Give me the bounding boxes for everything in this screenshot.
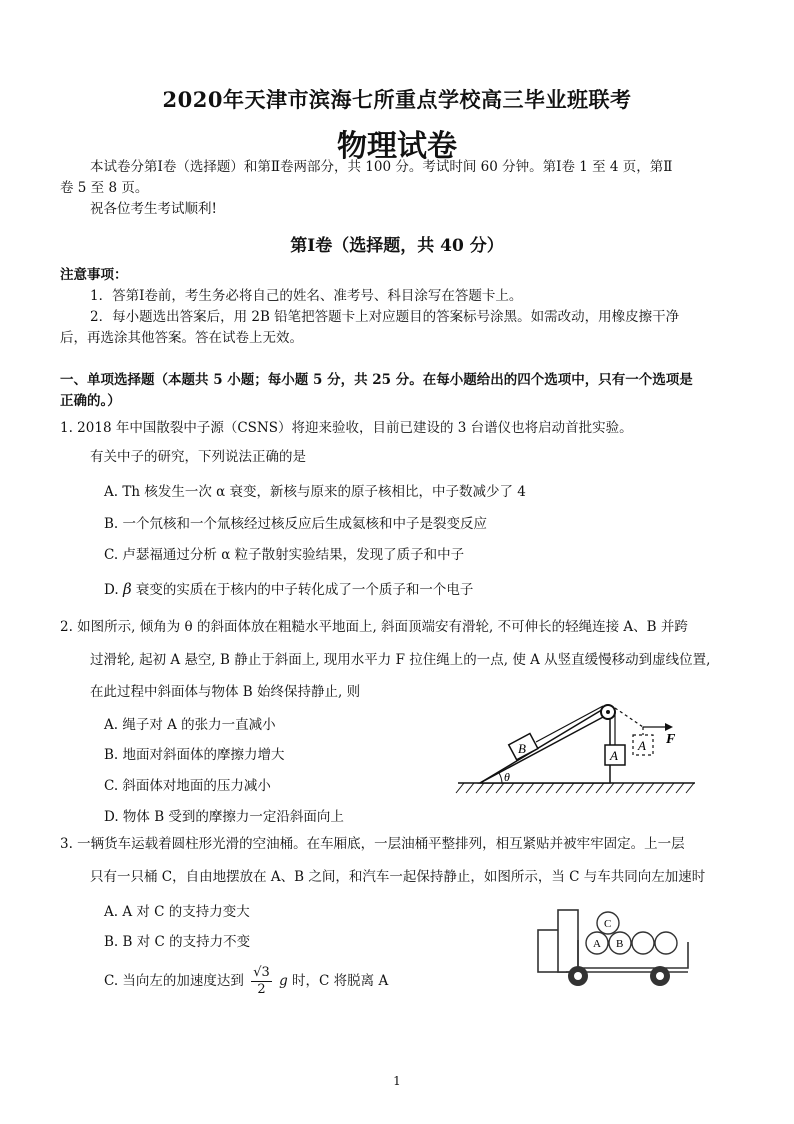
q1-option-c: C. 卢瑟福通过分析 α 粒子散射实验结果，发现了质子和中子 [104,547,465,563]
q1-stem-2: 有关中子的研究，下列说法正确的是 [90,449,306,465]
q3-option-a: A. A 对 C 的支持力变大 [104,904,250,920]
q2-stem-3: 在此过程中斜面体与物体 B 始终保持静止, 则 [90,684,361,700]
rope-dashed [615,708,643,727]
notice-label: 注意事项： [60,267,128,283]
barrel-b-label: B [616,938,624,950]
q2-stem-1: 2. 如图所示, 倾角为 θ 的斜面体放在粗糙水平地面上, 斜面顶端安有滑轮, 不可伸长的轻绳连接 A、B 并跨 [60,619,688,635]
wheel-front-hub [574,972,582,980]
gravity-symbol: g [279,973,288,989]
barrel-4 [655,932,677,954]
block-a-label: A [610,748,618,763]
part1-line-1: 一、单项选择题（本题共 5 小题；每小题 5 分，共 25 分。在每小题给出的四个选项中，只有一个选项是 [60,372,693,388]
block-a-dashed-label: A [638,738,646,753]
q3-option-c-prefix: C. 当向左的加速度达到 [104,973,244,989]
q3-stem-2: 只有一只桶 C，自由地摆放在 A、B 之间，和汽车一起保持静止，如图所示，当 C 与车共同向左加速时 [90,869,706,885]
notice-2a: 2．每小题选出答案后，用 2B 铅笔把答题卡上对应题目的答案标号涂黑。如需改动，用橡皮擦干净 [90,309,680,325]
exam-title: 2020年天津市滨海七所重点学校高三毕业班联考 [162,87,632,112]
q3-option-c [104,965,388,998]
q3-truck-figure [520,898,700,998]
q2-incline-figure [450,690,700,802]
barrel-a-label: A [593,938,601,950]
fraction-sqrt3-over-2 [251,965,272,998]
q1-option-d-prefix: D. [104,582,119,598]
intro-line-1: 本试卷分第Ⅰ卷（选择题）和第Ⅱ卷两部分，共 100 分。考试时间 60 分钟。第Ⅰ卷 1 至 4 页，第Ⅱ [90,159,673,175]
pulley-axle [606,710,610,714]
section-title: 第Ⅰ卷（选择题，共 40 分） [290,236,504,256]
intro-line-2: 卷 5 至 8 页。 [60,180,149,196]
q1-option-a: A. Th 核发生一次 α 衰变，新核与原来的原子核相比，中子数减少了 4 [104,484,526,500]
force-arrow-head [665,723,673,731]
subject-title: 物理试卷 [337,129,457,164]
wheel-rear-hub [656,972,664,980]
force-label: F [666,732,676,747]
block-b-label: B [518,741,526,756]
barrel-3 [632,932,654,954]
barrel-c-label: C [604,918,612,930]
angle-label: θ [504,770,510,784]
beta-symbol: β [122,580,132,598]
q3-option-c-suffix: 时，C 将脱离 A [292,973,389,989]
notice-1: 1．答第Ⅰ卷前，考生务必将自己的姓名、准考号、科目涂写在答题卡上。 [90,288,523,304]
page-number: 1 [393,1074,401,1088]
fraction-denominator: 2 [257,982,266,997]
q1-option-d-text: 衰变的实质在于核内的中子转化成了一个质子和一个电子 [135,582,474,598]
notice-2b: 后，再选涂其他答案。答在试卷上无效。 [60,330,303,346]
q1-option-d [104,578,473,598]
part1-line-2: 正确的。） [60,393,121,409]
fraction-numerator: √3 [253,965,270,980]
q1-option-b: B. 一个氘核和一个氚核经过核反应后生成氦核和中子是裂变反应 [104,516,488,532]
truck-front [558,910,578,972]
intro-line-3: 祝各位考生考试顺利! [90,201,217,217]
q2-option-a: A. 绳子对 A 的张力一直减小 [104,717,276,733]
q2-option-d: D. 物体 B 受到的摩擦力一定沿斜面向上 [104,809,344,825]
q3-option-b: B. B 对 C 的支持力不变 [104,934,251,950]
q2-stem-2: 过滑轮, 起初 A 悬空, B 静止于斜面上, 现用水平力 F 拉住绳上的一点, 使 A 从竖直缓慢移动到虚线位置, [90,652,711,668]
ground-hatching [456,783,694,793]
q2-option-b: B. 地面对斜面体的摩擦力增大 [104,747,285,763]
q3-stem-1: 3. 一辆货车运载着圆柱形光滑的空油桶。在车厢底，一层油桶平整排列，相互紧贴并被牢牢固定。上一层 [60,836,685,852]
q2-option-c: C. 斜面体对地面的压力减小 [104,778,271,794]
q1-stem-1: 1. 2018 年中国散裂中子源（CSNS）将迎来验收，目前已建设的 3 台谱仪也将启动首批实验。 [60,420,633,436]
